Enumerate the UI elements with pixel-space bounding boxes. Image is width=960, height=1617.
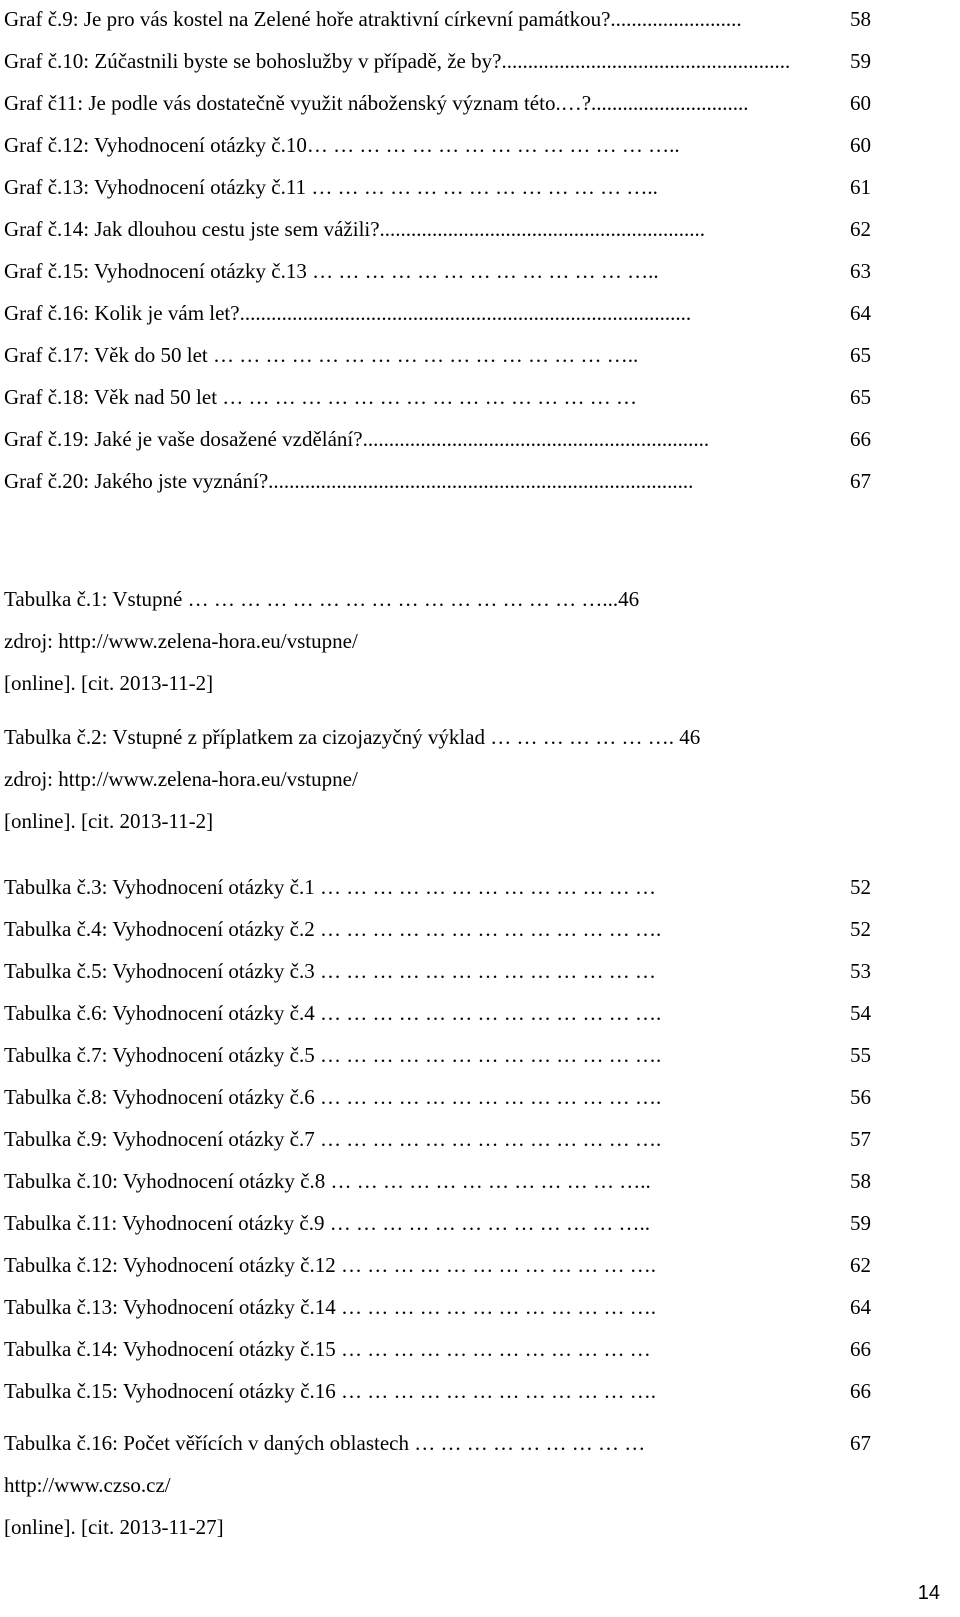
toc-entry-graf-17[interactable]: [4, 338, 880, 372]
toc-entry-tabulka-1[interactable]: Tabulka č.1: Vstupné … … … … … … … … … … … … … … … …...46: [4, 587, 640, 611]
toc-entry-text: Graf č.20: Jakého jste vyznání?.................................................................................: [4, 469, 694, 493]
toc-entry-tabulka-15[interactable]: [4, 1374, 880, 1408]
citation: [online]. [cit. 2013-11-2]: [4, 671, 214, 695]
toc-entry-tabulka-11[interactable]: [4, 1206, 880, 1240]
source-link[interactable]: zdroj: http://www.zelena-hora.eu/vstupne/: [4, 767, 358, 791]
toc-entry-page: 57: [850, 1127, 871, 1151]
source-link[interactable]: http://www.czso.cz/: [4, 1473, 171, 1497]
toc-entry-tabulka-13[interactable]: [4, 1290, 880, 1324]
toc-entry-page: 59: [850, 49, 871, 73]
toc-entry-text: Graf č.18: Věk nad 50 let … … … … … … … … … … … … … … … …: [4, 385, 638, 409]
toc-entry-page: 59: [850, 1211, 871, 1235]
toc-entry-page: 65: [850, 343, 871, 367]
toc-entry-tabulka-5[interactable]: [4, 954, 880, 988]
toc-entry-page: 53: [850, 959, 871, 983]
toc-entry-graf-9[interactable]: [4, 2, 880, 36]
toc-entry-page: 62: [850, 217, 871, 241]
toc-entry-text: Tabulka č.4: Vyhodnocení otázky č.2 … … … … … … … … … … … … ….: [4, 917, 662, 941]
toc-entry-text: Tabulka č.11: Vyhodnocení otázky č.9 … … … … … … … … … … … …..: [4, 1211, 650, 1235]
toc-entry-tabulka-4[interactable]: [4, 912, 880, 946]
toc-entry-page: 55: [850, 1043, 871, 1067]
toc-entry-tabulka-2[interactable]: Tabulka č.2: Vstupné z příplatkem za cizojazyčný výklad … … … … … … …. 46: [4, 725, 701, 749]
toc-entry-tabulka-7[interactable]: [4, 1038, 880, 1072]
toc-entry-page: 64: [850, 1295, 871, 1319]
citation: [online]. [cit. 2013-11-2]: [4, 809, 214, 833]
toc-entry-text: Graf č.15: Vyhodnocení otázky č.13 … … … … … … … … … … … … …..: [4, 259, 659, 283]
toc-entry-tabulka-12[interactable]: [4, 1248, 880, 1282]
toc-entry-text: Tabulka č.10: Vyhodnocení otázky č.8 … … … … … … … … … … … …..: [4, 1169, 651, 1193]
toc-entry-text: Tabulka č.6: Vyhodnocení otázky č.4 … … … … … … … … … … … … ….: [4, 1001, 662, 1025]
toc-entry-tabulka-6[interactable]: [4, 996, 880, 1030]
toc-entry-page: 58: [850, 1169, 871, 1193]
toc-entry-page: 54: [850, 1001, 871, 1025]
source-link[interactable]: zdroj: http://www.zelena-hora.eu/vstupne/: [4, 629, 358, 653]
toc-entry-text: Tabulka č.3: Vyhodnocení otázky č.1 … … … … … … … … … … … … …: [4, 875, 656, 899]
toc-entry-tabulka-8[interactable]: [4, 1080, 880, 1114]
toc-entry-page: 58: [850, 7, 871, 31]
toc-entry-text: Graf č.12: Vyhodnocení otázky č.10… … … … … … … … … … … … … …..: [4, 133, 680, 157]
toc-entry-text: Graf č.17: Věk do 50 let … … … … … … … … … … … … … … … …..: [4, 343, 639, 367]
toc-entry-page: 66: [850, 427, 871, 451]
toc-entry-tabulka-9[interactable]: [4, 1122, 880, 1156]
toc-entry-text: Tabulka č.16: Počet věřících v daných oblastech … … … … … … … … …: [4, 1431, 646, 1455]
toc-entry-graf-14[interactable]: [4, 212, 880, 246]
toc-entry-text: Graf č.19: Jaké je vaše dosažené vzdělání?..................................................................: [4, 427, 710, 451]
toc-entry-text: Tabulka č.12: Vyhodnocení otázky č.12 … … … … … … … … … … … ….: [4, 1253, 656, 1277]
toc-entry-text: Tabulka č.15: Vyhodnocení otázky č.16 … … … … … … … … … … … ….: [4, 1379, 656, 1403]
toc-entry-text: Tabulka č.5: Vyhodnocení otázky č.3 … … … … … … … … … … … … …: [4, 959, 656, 983]
toc-entry-graf-15[interactable]: [4, 254, 880, 288]
toc-entry-graf-16[interactable]: [4, 296, 880, 330]
page-number: 14: [917, 1582, 940, 1604]
toc-entry-graf-19[interactable]: [4, 422, 880, 456]
toc-entry-page: 66: [850, 1337, 871, 1361]
toc-entry-text: Tabulka č.13: Vyhodnocení otázky č.14 … … … … … … … … … … … ….: [4, 1295, 656, 1319]
toc-entry-page: 60: [850, 91, 871, 115]
toc-entry-page: 65: [850, 385, 871, 409]
toc-entry-graf-13[interactable]: [4, 170, 880, 204]
toc-entry-page: 66: [850, 1379, 871, 1403]
toc-entry-text: Tabulka č.7: Vyhodnocení otázky č.5 … … … … … … … … … … … … ….: [4, 1043, 662, 1067]
toc-entry-graf-11[interactable]: [4, 86, 880, 120]
toc-entry-text: Tabulka č.8: Vyhodnocení otázky č.6 … … … … … … … … … … … … ….: [4, 1085, 662, 1109]
toc-entry-text: Graf č.9: Je pro vás kostel na Zelené hoře atraktivní církevní památkou?.........................: [4, 7, 742, 31]
toc-entry-graf-12[interactable]: [4, 128, 880, 162]
toc-entry-page: 62: [850, 1253, 871, 1277]
toc-entry-text: Graf č.16: Kolik je vám let?......................................................................................: [4, 301, 692, 325]
toc-entry-graf-18[interactable]: [4, 380, 880, 414]
toc-entry-page: 67: [850, 1431, 871, 1455]
toc-entry-tabulka-14[interactable]: [4, 1332, 880, 1366]
toc-entry-page: 61: [850, 175, 871, 199]
toc-entry-tabulka-16[interactable]: [4, 1426, 880, 1460]
toc-entry-text: Tabulka č.14: Vyhodnocení otázky č.15 … … … … … … … … … … … …: [4, 1337, 651, 1361]
toc-entry-tabulka-3[interactable]: [4, 870, 880, 904]
toc-entry-page: 56: [850, 1085, 871, 1109]
toc-entry-text: Graf č.14: Jak dlouhou cestu jste sem vážili?..............................................................: [4, 217, 706, 241]
toc-entry-page: 52: [850, 875, 871, 899]
toc-entry-graf-20[interactable]: [4, 464, 880, 498]
toc-entry-page: 67: [850, 469, 871, 493]
toc-entry-page: 63: [850, 259, 871, 283]
toc-entry-page: 64: [850, 301, 871, 325]
toc-entry-text: Graf č.10: Zúčastnili byste se bohoslužby v případě, že by?.......................................................: [4, 49, 791, 73]
toc-entry-page: 52: [850, 917, 871, 941]
toc-entry-text: Tabulka č.9: Vyhodnocení otázky č.7 … … … … … … … … … … … … ….: [4, 1127, 662, 1151]
toc-entry-tabulka-10[interactable]: [4, 1164, 880, 1198]
toc-entry-text: Graf č11: Je podle vás dostatečně využit náboženský význam této.…?..............................: [4, 91, 749, 115]
citation: [online]. [cit. 2013-11-27]: [4, 1515, 224, 1539]
toc-entry-graf-10[interactable]: [4, 44, 880, 78]
toc-entry-page: 60: [850, 133, 871, 157]
toc-entry-text: Graf č.13: Vyhodnocení otázky č.11 … … … … … … … … … … … … …..: [4, 175, 658, 199]
